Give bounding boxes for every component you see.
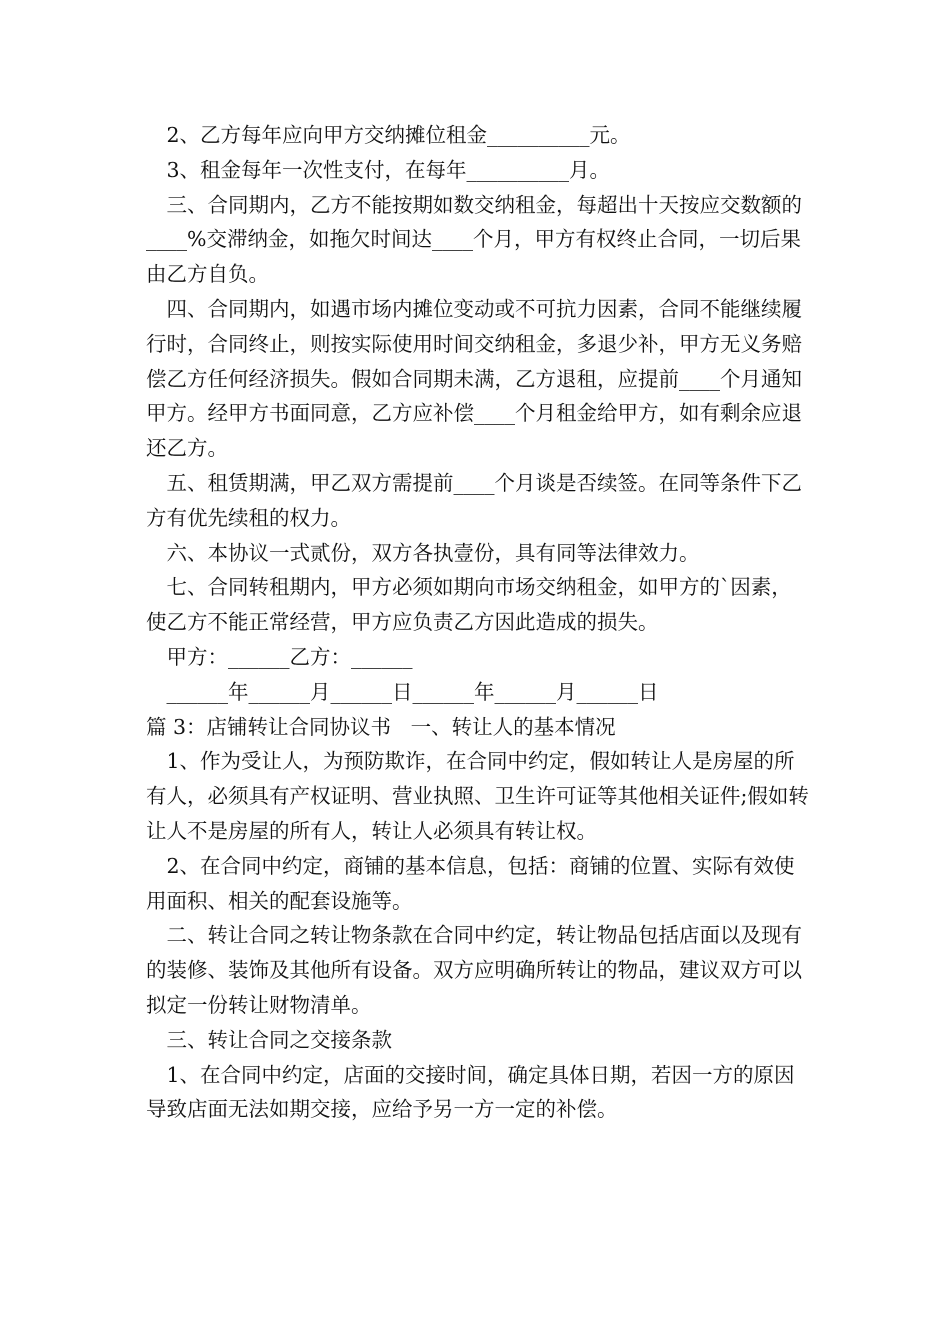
paragraph-clause-5: 五、租赁期满，甲乙双方需提前____个月谈是否续签。在同等条件下乙方有优先续租的权力。 [146, 470, 802, 530]
paragraph-clause-4: 四、合同期内，如遇市场内摊位变动或不可抗力因素，合同不能继续履行时，合同终止，则按实际使用时间交纳租金，多退少补，甲方无义务赔偿乙方任何经济损失。假如合同期未满，乙方退租，应提前____个月通知甲方。经甲方书面同意，乙方应补偿____个月租金给甲方，如有剩余应退还乙方。 [146, 296, 802, 461]
signature-line: 甲方：______乙方：______ [166, 644, 413, 669]
paragraph-payment-month: 3、租金每年一次性支付，在每年__________月。 [166, 157, 611, 182]
date-line: ______年______月______日______年______月______日 [166, 679, 659, 704]
paragraph-transferor-2: 2、在合同中约定，商铺的基本信息，包括：商铺的位置、实际有效使用面积、相关的配套设施等。 [146, 853, 795, 913]
paragraph-transferor-1: 1、作为受让人，为预防欺诈，在合同中约定，假如转让人是房屋的所有人，必须具有产权证明、营业执照、卫生许可证等其他相关证件;假如转让人不是房屋的所有人，转让人必须具有转让权。 [146, 749, 809, 843]
section-heading: 篇 3：店铺转让合同协议书 一、转让人的基本情况 [146, 714, 616, 739]
paragraph-transfer-items: 二、转让合同之转让物条款在合同中约定，转让物品包括店面以及现有的装修、装饰及其他所有设备。双方应明确所转让的物品，建议双方可以拟定一份转让财物清单。 [146, 923, 802, 1017]
document-body [146, 118, 810, 1127]
paragraph-handover-heading: 三、转让合同之交接条款 [166, 1027, 392, 1052]
paragraph-clause-3: 三、合同期内，乙方不能按期如数交纳租金，每超出十天按应交数额的____%交滞纳金，如拖欠时间达____个月，甲方有权终止合同，一切后果由乙方自负。 [146, 192, 802, 287]
paragraph-clause-6: 六、本协议一式贰份，双方各执壹份，具有同等法律效力。 [166, 540, 700, 565]
paragraph-rent-amount: 2、乙方每年应向甲方交纳摊位租金__________元。 [166, 123, 631, 147]
paragraph-clause-7: 七、合同转租期内，甲方必须如期向市场交纳租金，如甲方的`因素，使乙方不能正常经营，甲方应负责乙方因此造成的损失。 [146, 575, 792, 635]
paragraph-handover-1: 1、在合同中约定，店面的交接时间，确定具体日期，若因一方的原因导致店面无法如期交接，应给予另一方一定的补偿。 [146, 1062, 795, 1122]
